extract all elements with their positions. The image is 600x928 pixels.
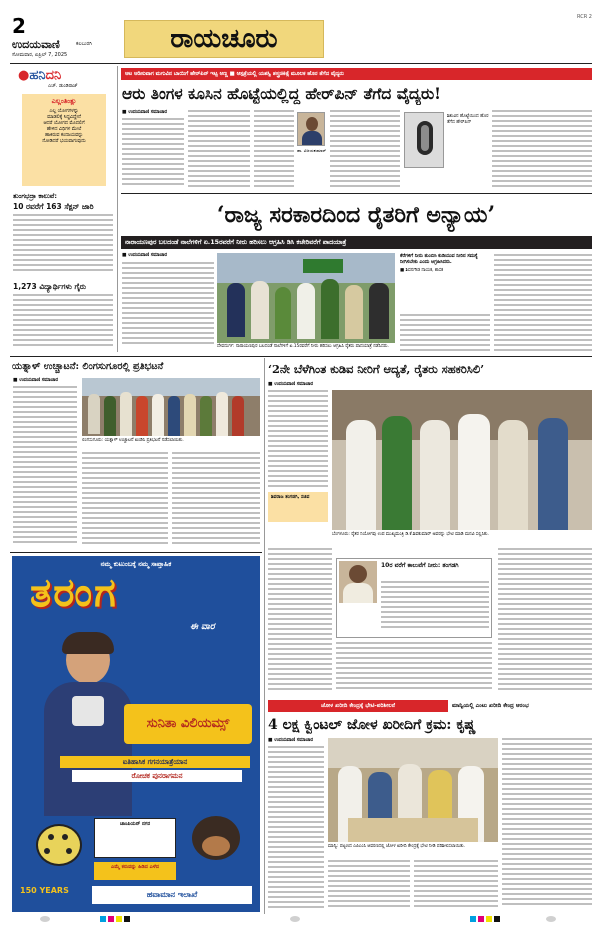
ad-logo: 150 YEARS <box>20 886 69 895</box>
dk-shivakumar-meeting-photo <box>332 390 592 530</box>
yatnal-byline: ■ ಉದಯವಾಣಿ ಸಮಾಚಾರ <box>13 378 59 383</box>
lead-quote: ಕೆರೆಗಳಿಗೆ ನೀರು ತುಂಬಿಸಿ ಕುಡಿಯುವ ನೀರಿನ ಸಮಸ್ಯೆ ನೀಗಿಸಬೇಕು ಎಂದು ಆಗ್ರಹಿಸಿದರು. <box>400 254 478 266</box>
tangadagi-box-head: 10ರ ವರೆಗೆ ಕಾಲುವೆಗೆ ನೀರು: ತಂಗಡಗಿ <box>381 562 459 569</box>
jowar-col-4 <box>502 738 592 912</box>
top-story-col-1 <box>122 118 184 190</box>
water-col-1 <box>268 390 328 490</box>
lead-col-4 <box>494 254 592 354</box>
jowar-kicker: ಜೋಳ ಖರೀದಿ ಕೇಂದ್ರಕ್ಕೆ ಭೇಟಿ-ಪರಿಶೀಲನೆ <box>268 700 448 712</box>
tangadagi-box <box>336 558 492 638</box>
lead-col-3 <box>400 314 490 354</box>
honey-dani-logo <box>18 68 61 83</box>
jowar-kicker-2: ಮಾನ್ವಿಯಲ್ಲಿ ಎಂಟು ಖರೀದಿ ಕೇಂದ್ರ ಆರಂಭ <box>452 703 529 709</box>
section-title: ರಾಯಚೂರು <box>170 24 278 54</box>
dog-illustration <box>180 806 252 880</box>
ad-issue: ಈ ವಾರ <box>190 622 215 632</box>
honey-label: ಹನಿ <box>29 68 46 83</box>
yatnal-col-2 <box>82 452 168 548</box>
water-col-4 <box>498 548 592 696</box>
ad-feature-sub1-bar <box>60 756 250 768</box>
lead-quote-box <box>400 254 490 314</box>
ad-feature-box <box>124 704 252 744</box>
jowar-photo-caption: ಮಾನ್ವಿ: ಪಟ್ಟಣದ ಎಪಿಎಂಸಿ ಆವರಣದಲ್ಲಿ ಜೋಳ ಖರೀದಿ ಕೇಂದ್ರಕ್ಕೆ ಭೇಟಿ ನೀಡಿ ಪರಿಶೀಲಿಸಲಾಯಿತು. <box>328 844 466 849</box>
water-col-3 <box>336 642 492 696</box>
students-story-body <box>13 294 113 350</box>
yatnal-headline: ಯತ್ನಾಳ್ ಉಚ್ಚಾಟನೆ: ಲಿಂಗಸುಗೂರಲ್ಲಿ ಪ್ರತಿಭಟನೆ <box>12 361 164 372</box>
top-story-col-5 <box>492 110 592 190</box>
doctor-photo-caption: ಡಾ. ವಿಜಯಕುಮಾರ್ <box>297 148 327 153</box>
sidebar-divider <box>117 66 118 352</box>
water-col-2 <box>268 548 332 696</box>
jowar-col-2 <box>328 860 410 912</box>
water-side-box: ಶಿವರಾಜ ತಂಗಡಗಿ, ಸಚಿವ <box>268 492 328 522</box>
lead-headline: ‘ರಾಜ್ಯ ಸರಕಾರದಿಂದ ರೈತರಿಗೆ ಅನ್ಯಾಯ’ <box>216 202 496 228</box>
jowar-byline: ■ ಉದಯವಾಣಿ ಸಮಾಚಾರ <box>268 738 314 743</box>
ad-title: ತರಂಗ <box>30 570 118 616</box>
protest-photo <box>82 378 260 436</box>
masthead-rule <box>10 63 592 64</box>
lead-byline: ■ ಉದಯವಾಣಿ ಸಮಾಚಾರ <box>122 253 168 258</box>
top-story-kicker-bar <box>121 68 592 80</box>
page-code: RCR 2 <box>577 14 592 20</box>
hairpin-caption: ಶಿಶುವಿನ ಹೊಟ್ಟೆಯಿಂದ ಹೊರ ತೆಗೆದ ಹೇರ್‌ಪಿನ್ <box>447 114 489 125</box>
ad-feature-sub2-bar <box>72 770 242 782</box>
tangadagi-photo <box>339 561 377 603</box>
ad-feature: ಸುನಿತಾ ವಿಲಿಯಮ್ಸ್ <box>146 716 230 731</box>
masthead <box>10 14 592 62</box>
section-banner <box>124 20 324 58</box>
poem-line: ಹೇಳಿದ ವಿಧಿಗಳ ಮೇಲೆ <box>46 127 82 132</box>
dani-label: ದನಿ <box>45 68 62 83</box>
top-story-headline: ಆರು ತಿಂಗಳ ಕೂಸಿನ ಹೊಟ್ಟೆಯಲ್ಲಿದ್ದ ಹೇರ್‌ಪಿನ್ ತೆಗೆದ ವೈದ್ಯರು! <box>122 84 441 103</box>
ad-bottom-bar <box>92 886 252 904</box>
poem-line: ಆದರೆ ಯೋಗದ ಮೊದಲಿಗೆ <box>43 121 85 126</box>
poem-box <box>22 94 106 186</box>
top-story-kicker: ಆಟ ಆಡಿಸುವಾಗ ಮಗುವಿನ ಬಾಯಿಗೆ ಹೇರ್‌ಪಿನ್ ಇಟ್ಟ ಅಣ್ಣ ■ ಆಸ್ಪತ್ರೆಯಲ್ಲಿ ಯಶಸ್ವಿ ಶಸ್ತ್ರಚಿಕಿತ್ಸೆ ಮೂಲಕ ಹೊರ ತೆಗೆದ ವೈದ್ಯರು <box>125 71 344 77</box>
ad-bottom: ಹವಾಮಾನ ಇಲಾಖೆ <box>146 890 198 899</box>
poem-line: ನೋಡಿದರೆ ಭಯವಾಗುವುದು <box>42 139 86 144</box>
honey-dani-column <box>12 68 114 190</box>
lead-bottom-rule <box>10 356 592 357</box>
top-story-byline: ■ ಉದಯವಾಣಿ ಸಮಾಚಾರ <box>122 110 168 115</box>
jowar-col-3 <box>414 860 498 912</box>
taranga-ad <box>12 556 260 912</box>
poem-line: ಹಾಕಿರುವ ಕಂದಾಯವನ್ನು <box>44 133 84 138</box>
drop-icon: ● <box>18 68 30 83</box>
protest-photo-caption: ಲಿಂಗಸುಗೂರು: ಯತ್ನಾಳ್ ಉಚ್ಚಾಟನೆ ಖಂಡಿಸಿ ಪ್ರತಿಭಟನೆ ನಡೆಸಲಾಯಿತು. <box>82 438 184 443</box>
tangadagi-box-body <box>381 581 489 635</box>
poem-line: ಮಾಡಲಿಕ್ಕೆ ಸಿದ್ಧವಿದ್ದೇನೆ <box>47 115 81 120</box>
jowar-kicker-bar <box>268 700 592 712</box>
poem-title: ಎಲ್ಲಂತಿಂತ್ಲು <box>51 97 77 105</box>
students-absent-headline: 1,273 ವಿದ್ಯಾರ್ಥಿಗಳು ಗೈರು <box>13 282 87 291</box>
jowar-inspection-photo <box>328 738 498 842</box>
yatnal-bottom-rule <box>10 552 262 553</box>
ad-feature-sub1: ಐತಿಹಾಸಿಕ ಗಗನಯಾತ್ರೆಯಾನ <box>122 758 188 766</box>
ad-feature-sub2: ರೋಚಕ ಪುನರಾಗಮನ <box>131 772 183 780</box>
top-story-col-4 <box>330 110 400 190</box>
top-story-col-3 <box>254 110 294 190</box>
yatnal-col-3 <box>172 452 260 548</box>
jowar-headline: 4 ಲಕ್ಷ ಕ್ವಿಂಟಲ್ ಜೋಳ ಖರೀದಿಗೆ ಕ್ರಮ: ಕೃಷ್ಣ <box>268 717 476 733</box>
ad-tagline: ನಮ್ಮ ಕುಟುಂಬಕ್ಕೆ ನಮ್ಮ ಸಾಪ್ತಾಹಿಕ <box>100 560 172 568</box>
ad-box2: ಎಮ್ಮೆ ಕರುವನ್ನು ಹಿಡಿದ ಎಳೆದ <box>94 862 176 880</box>
page-number: 2 <box>12 14 26 38</box>
column-divider <box>264 358 265 914</box>
water-headline: ‘2ನೇ ಬೆಳೆಗಿಂತ ಕುಡಿವ ನೀರಿಗೆ ಆದ್ಯತೆ, ರೈತರು ಸಹಕರಿಸಿಲಿ’ <box>268 362 485 376</box>
lead-quote-attrib: ■ ಶಿವನಗೌಡ ನಾಯಕ, ಶಾಸಕ <box>400 268 444 274</box>
edition-city: ಕಲಬುರಗಿ <box>76 41 92 47</box>
top-story-col-2 <box>188 110 250 190</box>
water-byline: ■ ಉದಯವಾಣಿ ಸಮಾಚಾರ <box>268 382 314 387</box>
lead-col-1 <box>122 262 214 350</box>
registration-marks <box>40 914 560 924</box>
ad-box1: ಚಾಂಪಿಯನ್ ನಗರ <box>94 818 176 858</box>
top-story-rule <box>121 193 592 194</box>
canal-story-body <box>13 214 113 274</box>
ladybug-illustration <box>30 818 88 870</box>
doctor-photo <box>297 112 325 146</box>
paper-name: ಉದಯವಾಣಿ <box>12 38 60 51</box>
canal-story-kicker: ತುಂಗಭದ್ರಾ ಕಾಲುವೆ: <box>13 192 57 200</box>
jowar-col-1 <box>268 746 324 912</box>
edition-date: ಸೋಮವಾರ, ಏಪ್ರಿಲ್ 7, 2025 <box>12 52 68 58</box>
lead-photo-caption: ದೇವದುರ್ಗ: ನಾರಾಯಣಪುರ ಬಲದಂಡೆ ನಾಲೆಗಳಿಗೆ ಏ.15ರವರೆಗೆ ನೀರು ಹರಿಸಲು ಆಗ್ರಹಿಸಿ ರೈತರು ಪಾದಯಾತ್ರೆ ನಡೆಸಿದರು. <box>217 344 389 349</box>
water-photo-caption: ಬೆಂಗಳೂರು: ರೈತರ ನಿಯೋಗವು ಉಪ ಮುಖ್ಯಮಂತ್ರಿ ಡಿ.ಕೆ.ಶಿವಕುಮಾರ್ ಅವರನ್ನು ಭೇಟಿ ಮಾಡಿ ಮನವಿ ಸಲ್ಲಿಸಿತು. <box>332 532 489 537</box>
lead-subhead: ನಾರಾಯಣಪುರ ಬಲದಂಡೆ ನಾಲೆಗಳಿಗೆ ಏ.15ರವರೆಗೆ ನೀರು ಹರಿಸಲು ಆಗ್ರಹಿಸಿ ಡಿಸಿ ಕಚೇರಿವರೆಗೆ ಪಾದಯಾತ್ರೆ <box>125 238 347 246</box>
farmers-march-photo <box>217 253 395 343</box>
honey-author: ಎಚ್. ಡುಂಡಿರಾಜ್ <box>48 84 78 89</box>
lead-subhead-bar <box>121 236 592 249</box>
canal-story-headline: 10 ರವರೆಗೆ 163 ಸೆಕ್ಷನ್ ಜಾರಿ <box>13 202 94 211</box>
yatnal-col-1 <box>13 386 77 546</box>
hairpin-xray-photo <box>404 112 444 168</box>
poem-line: ಎಲ್ಲ ಯೋಗಗಳನ್ನು <box>49 109 79 114</box>
